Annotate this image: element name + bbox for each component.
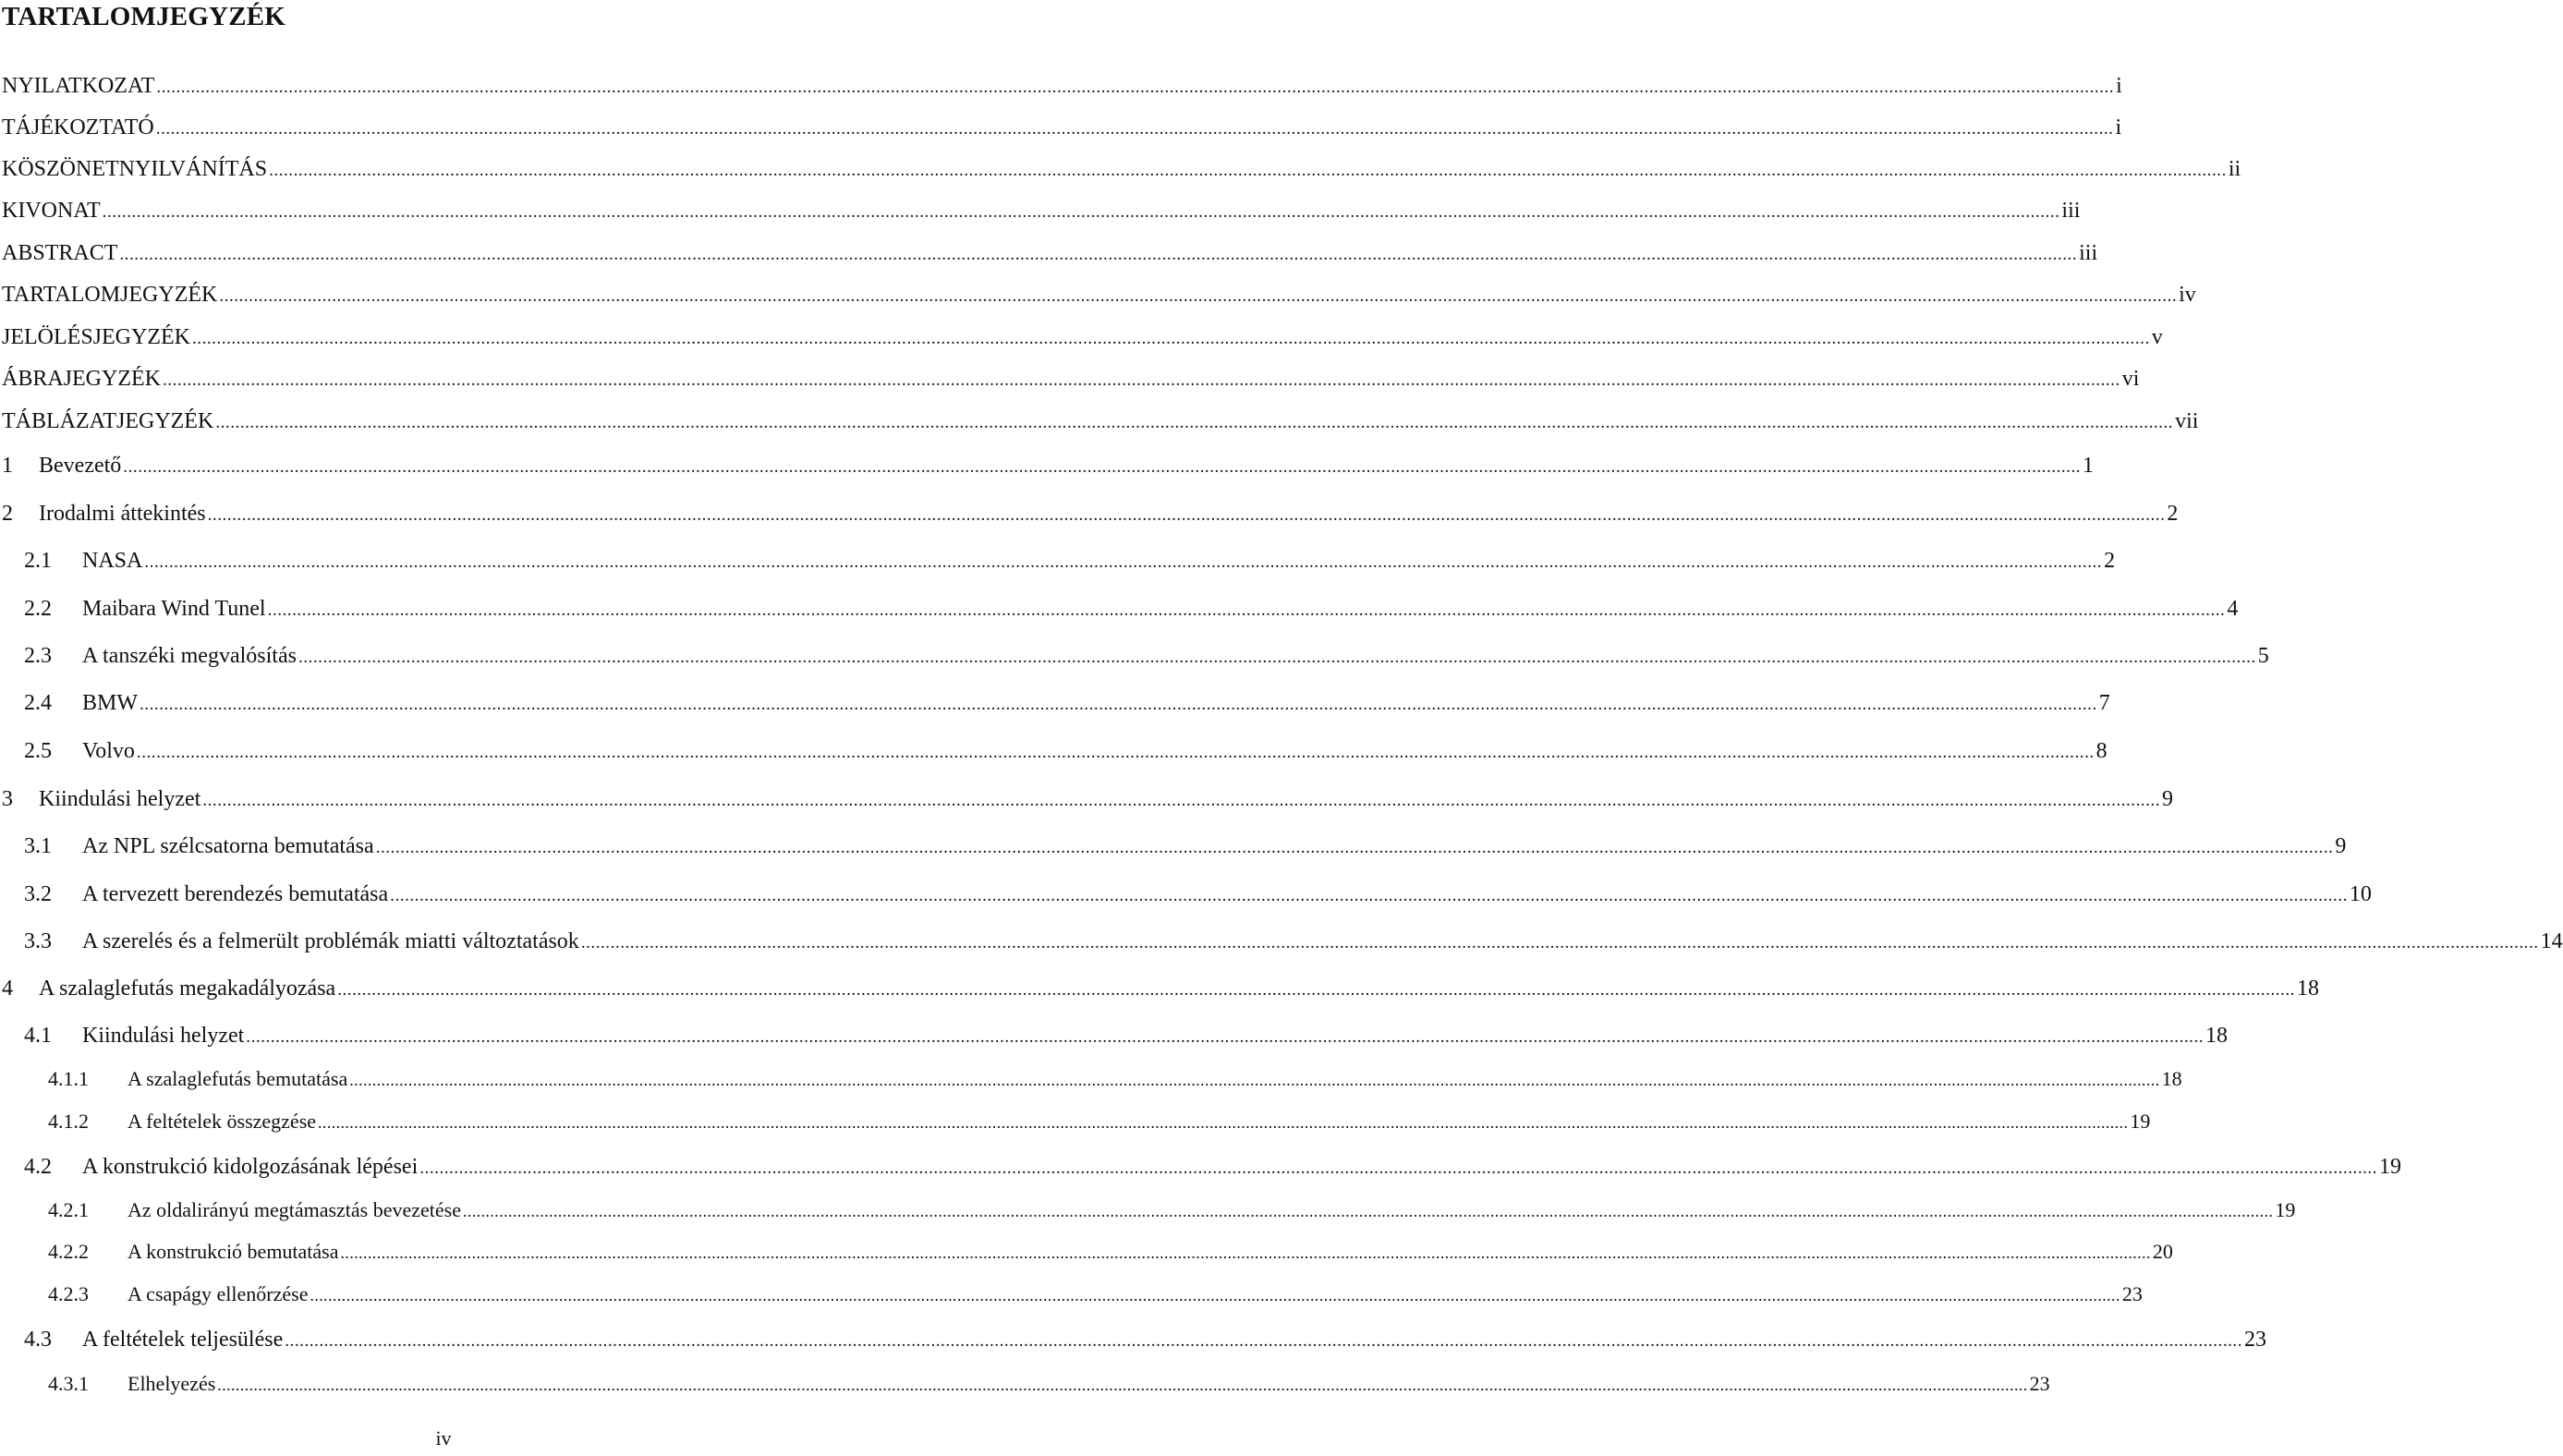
toc-entry-page: i bbox=[2115, 115, 2122, 140]
toc-dot-leader: ................................................................................................................................................................................................................................................................................................................................................................................................................ bbox=[119, 245, 2078, 264]
toc-entry-title: Irodalmi áttekintés bbox=[39, 502, 206, 526]
toc-entry-page: 18 bbox=[2205, 1024, 2229, 1048]
toc-entry[interactable] bbox=[2, 787, 2174, 812]
toc-dot-leader: ................................................................................................................................................................................................................................................................................................................................................................................................................ bbox=[136, 743, 2095, 762]
toc-entry-number: 4 bbox=[2, 977, 13, 1001]
toc-entry-title: Maibara Wind Tunel bbox=[82, 597, 266, 621]
toc-dot-leader: ................................................................................................................................................................................................................................................................................................................................................................................................................ bbox=[267, 601, 2226, 620]
toc-entry-page: iii bbox=[2079, 241, 2098, 265]
toc-entry-title: A tanszéki megvalósítás bbox=[82, 644, 297, 668]
toc-dot-leader: ................................................................................................................................................................................................................................................................................................................................................................................................................ bbox=[419, 1159, 2377, 1178]
toc-entry[interactable] bbox=[48, 1282, 2143, 1306]
toc-entry-title: TARTALOMJEGYZÉK bbox=[2, 283, 218, 307]
toc-entry-page: 18 bbox=[2161, 1067, 2182, 1090]
toc-entry-page: i bbox=[2116, 74, 2122, 98]
toc-entry-page: 19 bbox=[2130, 1110, 2151, 1133]
toc-entry-number: 4.2.2 bbox=[48, 1240, 89, 1263]
toc-entry-page: 19 bbox=[2275, 1198, 2296, 1221]
toc-entry-page: iii bbox=[2061, 199, 2081, 223]
toc-entry[interactable] bbox=[24, 644, 2269, 669]
toc-entry-title: A konstrukció kidolgozásának lépései bbox=[82, 1155, 419, 1179]
toc-entry-page: ii bbox=[2228, 157, 2241, 181]
toc-dot-leader: ................................................................................................................................................................................................................................................................................................................................................................................................................ bbox=[349, 1071, 2160, 1089]
toc-entry-title: KIVONAT bbox=[2, 199, 101, 223]
toc-entry-page: 2 bbox=[2104, 549, 2116, 573]
toc-dot-leader: ................................................................................................................................................................................................................................................................................................................................................................................................................ bbox=[463, 1202, 2274, 1220]
toc-entry[interactable] bbox=[24, 834, 2347, 859]
toc-entry-number: 2.2 bbox=[24, 597, 52, 621]
toc-dot-leader: ................................................................................................................................................................................................................................................................................................................................................................................................................ bbox=[163, 370, 2120, 390]
toc-entry[interactable] bbox=[24, 1328, 2266, 1353]
toc-entry[interactable] bbox=[2, 241, 2098, 266]
toc-dot-leader: ................................................................................................................................................................................................................................................................................................................................................................................................................ bbox=[318, 1113, 2129, 1132]
toc-entry-title: NYILATKOZAT bbox=[2, 74, 155, 98]
toc-entry-title: Kiindulási helyzet bbox=[39, 787, 201, 811]
toc-entry[interactable] bbox=[2, 74, 2122, 99]
toc-entry-page: 10 bbox=[2349, 882, 2372, 906]
toc-entry-page: 19 bbox=[2379, 1155, 2401, 1179]
toc-entry-title: A csapágy ellenőrzése bbox=[128, 1282, 309, 1305]
toc-entry-title: Elhelyezés bbox=[128, 1372, 216, 1395]
toc-entry-page: 5 bbox=[2257, 644, 2269, 668]
toc-entry[interactable] bbox=[2, 199, 2081, 224]
toc-entry-number: 3.2 bbox=[24, 882, 52, 906]
toc-dot-leader: ................................................................................................................................................................................................................................................................................................................................................................................................................ bbox=[246, 1027, 2205, 1047]
toc-entry-page: 1 bbox=[2083, 454, 2095, 478]
toc-entry-number: 2.3 bbox=[24, 644, 52, 668]
toc-entry-title: A szalaglefutás bemutatása bbox=[128, 1067, 348, 1090]
toc-entry[interactable] bbox=[24, 929, 2563, 954]
toc-entry-title: A feltételek teljesülése bbox=[82, 1328, 284, 1352]
page-number: iv bbox=[435, 1426, 452, 1450]
toc-entry[interactable] bbox=[48, 1240, 2173, 1264]
toc-entry-title: A konstrukció bemutatása bbox=[128, 1240, 339, 1263]
toc-dot-leader: ................................................................................................................................................................................................................................................................................................................................................................................................................ bbox=[207, 505, 2166, 525]
toc-entry[interactable] bbox=[2, 367, 2140, 392]
toc-entry-page: 23 bbox=[2244, 1328, 2266, 1352]
toc-entry-title: A tervezett berendezés bemutatása bbox=[82, 882, 389, 906]
toc-dot-leader: ................................................................................................................................................................................................................................................................................................................................................................................................................ bbox=[310, 1286, 2120, 1304]
toc-entry[interactable] bbox=[48, 1198, 2296, 1222]
toc-entry[interactable] bbox=[2, 409, 2199, 434]
toc-entry-page: vii bbox=[2175, 409, 2199, 433]
toc-entry-number: 4.3 bbox=[24, 1328, 52, 1352]
toc-dot-leader: ................................................................................................................................................................................................................................................................................................................................................................................................................ bbox=[269, 161, 2227, 180]
toc-entry-title: BMW bbox=[82, 691, 138, 715]
toc-entry-title: KÖSZÖNETNYILVÁNÍTÁS bbox=[2, 157, 268, 181]
toc-entry-page: 8 bbox=[2095, 739, 2107, 763]
toc-entry-number: 3.1 bbox=[24, 834, 52, 858]
toc-entry-number: 4.1 bbox=[24, 1024, 52, 1048]
toc-entry-title: NASA bbox=[82, 549, 143, 573]
toc-dot-leader: ................................................................................................................................................................................................................................................................................................................................................................................................................ bbox=[155, 119, 2114, 139]
toc-entry-number: 4.2 bbox=[24, 1155, 52, 1179]
toc-dot-leader: ................................................................................................................................................................................................................................................................................................................................................................................................................ bbox=[202, 791, 2161, 810]
toc-entry[interactable] bbox=[48, 1110, 2151, 1134]
toc-dot-leader: ................................................................................................................................................................................................................................................................................................................................................................................................................ bbox=[123, 457, 2082, 477]
toc-entry[interactable] bbox=[48, 1372, 2050, 1396]
toc-dot-leader: ................................................................................................................................................................................................................................................................................................................................................................................................................ bbox=[375, 838, 2334, 857]
toc-entry-number: 4.2.3 bbox=[48, 1282, 89, 1305]
toc-entry-page: 14 bbox=[2540, 929, 2563, 953]
toc-entry-number: 4.2.1 bbox=[48, 1198, 89, 1221]
toc-entry[interactable] bbox=[2, 502, 2179, 527]
toc-entry-number: 4.1.1 bbox=[48, 1067, 89, 1090]
toc-dot-leader: ................................................................................................................................................................................................................................................................................................................................................................................................................ bbox=[156, 78, 2115, 97]
toc-entry-title: A szalaglefutás megakadályozása bbox=[39, 977, 336, 1001]
toc-entry-number: 2 bbox=[2, 502, 13, 526]
toc-entry[interactable] bbox=[24, 549, 2116, 574]
toc-entry-page: 7 bbox=[2098, 691, 2110, 715]
toc-entry[interactable] bbox=[24, 1024, 2229, 1049]
toc-dot-leader: ................................................................................................................................................................................................................................................................................................................................................................................................................ bbox=[215, 413, 2174, 432]
toc-entry[interactable] bbox=[24, 1155, 2401, 1180]
toc-entry-number: 3 bbox=[2, 787, 13, 811]
toc-entry[interactable] bbox=[2, 325, 2163, 350]
page-title: TARTALOMJEGYZÉK bbox=[2, 2, 286, 31]
toc-entry-page: 4 bbox=[2227, 597, 2239, 621]
toc-dot-leader: ................................................................................................................................................................................................................................................................................................................................................................................................................ bbox=[298, 648, 2256, 667]
toc-entry[interactable] bbox=[2, 283, 2196, 308]
toc-entry-title: Kiindulási helyzet bbox=[82, 1024, 245, 1048]
toc-entry-title: TÁBLÁZATJEGYZÉK bbox=[2, 409, 214, 433]
toc-entry-number: 1 bbox=[2, 454, 13, 478]
toc-entry-page: 2 bbox=[2167, 502, 2179, 526]
toc-entry-title: Bevezető bbox=[39, 454, 122, 478]
toc-entry-page: 9 bbox=[2335, 834, 2347, 858]
toc-dot-leader: ................................................................................................................................................................................................................................................................................................................................................................................................................ bbox=[217, 1376, 2028, 1394]
toc-entry-number: 4.1.2 bbox=[48, 1110, 89, 1133]
toc-entry[interactable] bbox=[24, 882, 2372, 907]
toc-dot-leader: ................................................................................................................................................................................................................................................................................................................................................................................................................ bbox=[340, 1244, 2151, 1262]
toc-entry[interactable] bbox=[2, 115, 2122, 140]
toc-entry-title: ÁBRAJEGYZÉK bbox=[2, 367, 161, 391]
toc-entry-page: iv bbox=[2179, 283, 2196, 307]
toc-entry-number: 2.4 bbox=[24, 691, 52, 715]
toc-dot-leader: ................................................................................................................................................................................................................................................................................................................................................................................................................ bbox=[337, 980, 2295, 1000]
toc-entry[interactable] bbox=[24, 739, 2107, 764]
toc-dot-leader: ................................................................................................................................................................................................................................................................................................................................................................................................................ bbox=[144, 552, 2103, 572]
toc-entry-page: 20 bbox=[2152, 1240, 2173, 1263]
toc-dot-leader: ................................................................................................................................................................................................................................................................................................................................................................................................................ bbox=[390, 886, 2348, 905]
toc-entry-number: 3.3 bbox=[24, 929, 52, 953]
toc-entry[interactable] bbox=[2, 977, 2319, 1001]
toc-entry-title: Volvo bbox=[82, 739, 135, 763]
toc-entry[interactable] bbox=[24, 597, 2239, 622]
toc-entry-title: JELÖLÉSJEGYZÉK bbox=[2, 325, 190, 349]
toc-entry-title: Az NPL szélcsatorna bemutatása bbox=[82, 834, 374, 858]
toc-entry[interactable] bbox=[48, 1067, 2182, 1091]
toc-entry-page: vi bbox=[2121, 367, 2140, 391]
toc-entry-page: 18 bbox=[2296, 977, 2319, 1001]
toc-entry[interactable] bbox=[24, 691, 2110, 716]
toc-entry-page: 23 bbox=[2029, 1372, 2050, 1395]
toc-entry-number: 2.1 bbox=[24, 549, 52, 573]
toc-entry[interactable] bbox=[2, 454, 2095, 479]
toc-entry-title: A szerelés és a felmerült problémák miatti változtatások bbox=[82, 929, 579, 953]
toc-entry-page: v bbox=[2151, 325, 2163, 349]
toc-entry-title: A feltételek összegzése bbox=[128, 1110, 317, 1133]
toc-entry[interactable] bbox=[2, 157, 2241, 182]
toc-entry-number: 2.5 bbox=[24, 739, 52, 763]
toc-dot-leader: ................................................................................................................................................................................................................................................................................................................................................................................................................ bbox=[191, 329, 2150, 348]
toc-entry-page: 9 bbox=[2162, 787, 2174, 811]
toc-entry-number: 4.3.1 bbox=[48, 1372, 89, 1395]
toc-dot-leader: ................................................................................................................................................................................................................................................................................................................................................................................................................ bbox=[285, 1331, 2242, 1351]
toc-entry-title: TÁJÉKOZTATÓ bbox=[2, 115, 154, 140]
toc-dot-leader: ................................................................................................................................................................................................................................................................................................................................................................................................................ bbox=[580, 933, 2539, 952]
toc-entry-page: 23 bbox=[2121, 1282, 2143, 1305]
toc-dot-leader: ................................................................................................................................................................................................................................................................................................................................................................................................................ bbox=[102, 202, 2060, 222]
toc-entry-title: ABSTRACT bbox=[2, 241, 118, 265]
toc-dot-leader: ................................................................................................................................................................................................................................................................................................................................................................................................................ bbox=[140, 695, 2097, 714]
toc-dot-leader: ................................................................................................................................................................................................................................................................................................................................................................................................................ bbox=[219, 286, 2178, 306]
toc-entry-title: Az oldalirányú megtámasztás bevezetése bbox=[128, 1198, 462, 1221]
